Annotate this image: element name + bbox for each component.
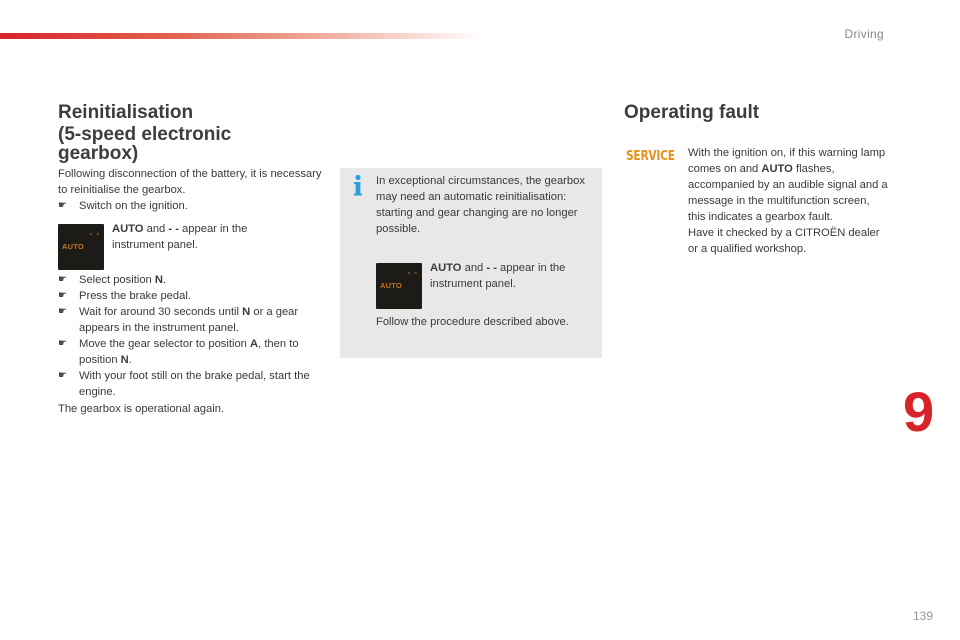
step-item bbox=[58, 304, 320, 336]
auto-label: AUTO bbox=[112, 223, 144, 235]
step-text: , then to position bbox=[79, 338, 299, 366]
info-text: In exceptional circumstances, the gearbox may need an automatic reinitialisation: starting and gear changing are no longer possible. bbox=[376, 175, 585, 235]
fault-text: With the ignition on, if this warning lamp comes on and bbox=[688, 147, 886, 175]
step-item bbox=[58, 198, 328, 214]
step-text: Move the gear selector to position bbox=[79, 338, 251, 350]
step-text: . bbox=[162, 274, 167, 286]
step-text: With your foot still on the brake pedal, start the engine. bbox=[79, 370, 310, 398]
header-accent-bar bbox=[0, 33, 480, 39]
display-description bbox=[112, 221, 302, 253]
display-rest: appear in the instrument panel. bbox=[430, 262, 566, 290]
step-bold: N bbox=[120, 354, 129, 366]
display-description bbox=[430, 260, 595, 292]
step-text: . bbox=[128, 354, 132, 366]
step-bold: A bbox=[250, 338, 259, 350]
fault-title: Operating fault bbox=[624, 102, 760, 123]
step-text: Select position bbox=[79, 274, 155, 286]
auto-label: AUTO bbox=[430, 262, 462, 274]
intro-text: Following disconnection of the battery, it is necessary to reinitialise the gearbox. bbox=[58, 168, 322, 196]
dashes-label: - - bbox=[168, 223, 179, 235]
fault-description bbox=[688, 145, 888, 257]
step-text: Switch on the ignition. bbox=[79, 200, 188, 212]
dashes-indicator: - - bbox=[407, 268, 418, 277]
auto-label: AUTO bbox=[761, 163, 793, 175]
arrow-bullet-icon: ☛ bbox=[58, 274, 67, 285]
info-icon bbox=[352, 174, 364, 198]
step-bold: N bbox=[154, 274, 163, 286]
arrow-bullet-icon: ☛ bbox=[58, 290, 67, 301]
dashes-label: - - bbox=[486, 262, 497, 274]
display-rest: appear in the instrument panel. bbox=[112, 223, 248, 251]
step-item bbox=[58, 336, 320, 368]
reinit-intro bbox=[58, 166, 328, 214]
service-warning-icon: SERVICE bbox=[626, 149, 675, 164]
instrument-panel-display bbox=[376, 263, 422, 309]
final-text: The gearbox is operational again. bbox=[58, 403, 225, 415]
step-list bbox=[58, 272, 320, 400]
arrow-bullet-icon: ☛ bbox=[58, 338, 67, 349]
reinit-subtitle: (5-speed electronic gearbox) bbox=[58, 124, 232, 164]
reinit-title: Reinitialisation bbox=[58, 102, 194, 123]
instrument-panel-display bbox=[58, 224, 104, 270]
page-number: 139 bbox=[913, 609, 934, 623]
fault-text: flashes, accompanied by an audible signal and a message in the multifunction screen, this indicates a gearbox fault. bbox=[688, 163, 888, 223]
step-item bbox=[58, 368, 320, 400]
arrow-bullet-icon: ☛ bbox=[58, 370, 67, 381]
step-text: Wait for around 30 seconds until bbox=[79, 306, 243, 318]
and-text: and bbox=[143, 223, 169, 235]
info-box bbox=[340, 168, 602, 358]
step-item bbox=[58, 272, 320, 288]
fault-advice: Have it checked by a CITROËN dealer or a qualified workshop. bbox=[688, 227, 880, 255]
step-bold: N bbox=[242, 306, 251, 318]
follow-text: Follow the procedure described above. bbox=[376, 316, 569, 328]
dashes-indicator: - - bbox=[89, 229, 100, 238]
section-label: Driving bbox=[844, 27, 884, 41]
step-text: or a gear appears in the instrument panel. bbox=[79, 306, 299, 334]
auto-indicator: AUTO bbox=[62, 242, 84, 251]
step-list-switch bbox=[58, 198, 328, 214]
arrow-bullet-icon: ☛ bbox=[58, 200, 67, 211]
step-item bbox=[58, 288, 320, 304]
arrow-bullet-icon: ☛ bbox=[58, 306, 67, 317]
step-text: Press the brake pedal. bbox=[79, 290, 191, 302]
and-text: and bbox=[461, 262, 487, 274]
auto-indicator: AUTO bbox=[380, 281, 402, 290]
chapter-number: 9 bbox=[903, 380, 935, 443]
fault-paragraph bbox=[688, 145, 888, 225]
